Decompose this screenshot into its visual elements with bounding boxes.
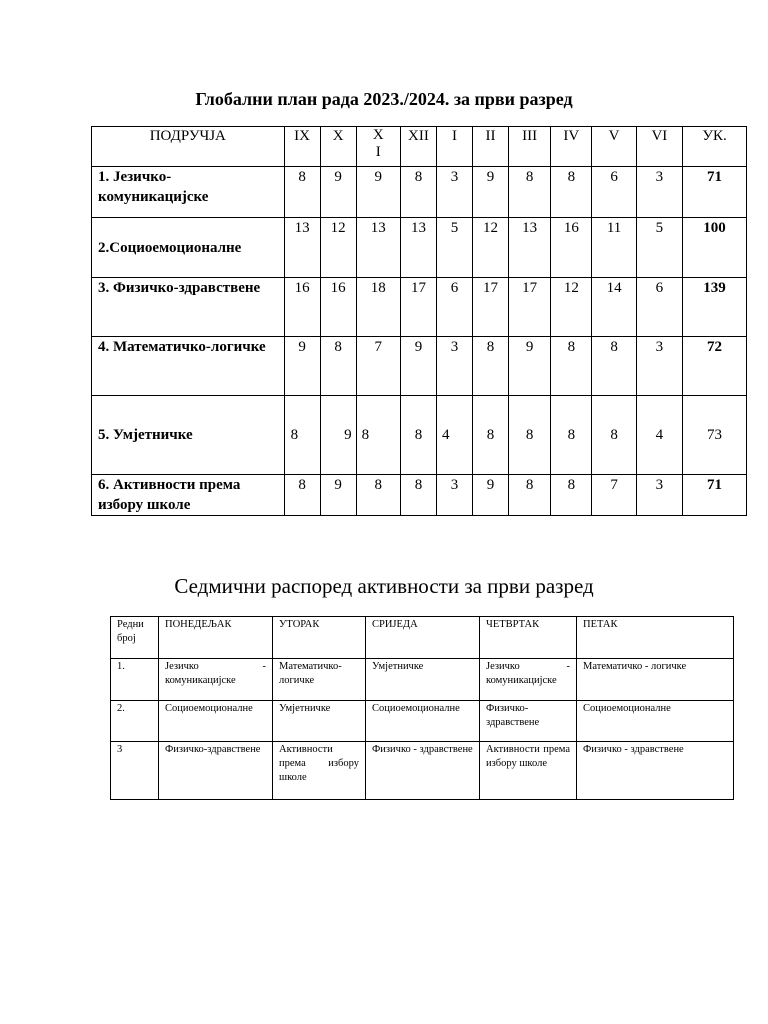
plan-total-cell: 100	[683, 218, 747, 278]
plan-header-cell: IV	[551, 127, 592, 167]
weekly-header-cell: ПОНЕДЕЉАК	[159, 617, 273, 659]
plan-value-cell: 9	[320, 475, 356, 516]
plan-value-cell: 13	[400, 218, 436, 278]
plan-value-cell: 11	[592, 218, 636, 278]
plan-value-cell: 8	[400, 475, 436, 516]
plan-area-cell: 1. Језичко-комуникацијске	[92, 167, 285, 218]
plan-header-cell: XII	[400, 127, 436, 167]
plan-value-cell: 13	[284, 218, 320, 278]
plan-header-cell: III	[509, 127, 551, 167]
plan-value-cell: 12	[320, 218, 356, 278]
weekly-cell: Активности према избору школе	[480, 742, 577, 800]
weekly-title: Седмични распоред активности за први разред	[174, 574, 594, 598]
plan-header-cell: VI	[636, 127, 682, 167]
plan-header-cell	[356, 127, 400, 167]
plan-value-cell: 12	[472, 218, 508, 278]
plan-area-cell: 4. Математичко-логичке	[92, 337, 285, 396]
plan-value-cell: 8	[356, 475, 400, 516]
plan-value-cell: 12	[551, 278, 592, 337]
plan-total-cell: 73	[683, 396, 747, 475]
plan-total-cell: 71	[683, 167, 747, 218]
weekly-cell: Математичко - логичке	[577, 659, 734, 701]
plan-row	[92, 167, 747, 218]
weekly-header-cell: ЧЕТВРТАК	[480, 617, 577, 659]
plan-value-cell: 13	[356, 218, 400, 278]
plan-value-cell: 8	[472, 396, 508, 475]
plan-value-cell: 8	[509, 475, 551, 516]
plan-value-cell: 17	[400, 278, 436, 337]
weekly-header-cell: Редни број	[111, 617, 159, 659]
plan-value-cell: 7	[356, 337, 400, 396]
plan-value-cell: 9	[320, 396, 356, 475]
plan-area-cell: 2.Социоемоционалне	[92, 218, 285, 278]
plan-value-cell: 6	[636, 278, 682, 337]
plan-value-cell: 9	[400, 337, 436, 396]
weekly-header-cell: УТОРАК	[273, 617, 366, 659]
weekly-cell: Умјетничке	[273, 701, 366, 742]
plan-value-cell: 9	[320, 167, 356, 218]
global-plan-table	[91, 126, 747, 516]
weekly-cell: Језичко - комуникацијске	[480, 659, 577, 701]
plan-area-cell: 5. Умјетничке	[92, 396, 285, 475]
plan-header-cell: II	[472, 127, 508, 167]
plan-header-cell: ПОДРУЧЈА	[92, 127, 285, 167]
plan-value-cell: 17	[509, 278, 551, 337]
weekly-cell: 3	[111, 742, 159, 800]
plan-value-cell: 8	[356, 396, 400, 475]
weekly-cell: Социоемоционалне	[577, 701, 734, 742]
weekly-cell: Активности према избору школе	[273, 742, 366, 800]
plan-total-cell: 71	[683, 475, 747, 516]
plan-value-cell: 9	[472, 475, 508, 516]
plan-value-cell: 18	[356, 278, 400, 337]
weekly-schedule-table	[110, 616, 734, 800]
plan-value-cell: 5	[636, 218, 682, 278]
plan-row	[92, 475, 747, 516]
weekly-cell: Социоемоционалне	[159, 701, 273, 742]
plan-value-cell: 8	[400, 396, 436, 475]
plan-value-cell: 13	[509, 218, 551, 278]
plan-value-cell: 9	[284, 337, 320, 396]
weekly-cell: Социоемоционалне	[366, 701, 480, 742]
plan-value-cell: 5	[436, 218, 472, 278]
plan-value-cell: 8	[551, 475, 592, 516]
weekly-row	[111, 659, 734, 701]
plan-header-cell: X	[320, 127, 356, 167]
plan-value-cell: 4	[636, 396, 682, 475]
weekly-header-row	[111, 617, 734, 659]
plan-total-cell: 72	[683, 337, 747, 396]
plan-value-cell: 8	[284, 475, 320, 516]
plan-value-cell: 8	[320, 337, 356, 396]
plan-value-cell: 3	[636, 167, 682, 218]
plan-value-cell: 3	[636, 337, 682, 396]
plan-row	[92, 218, 747, 278]
weekly-cell: Физичко - здравствене	[577, 742, 734, 800]
plan-value-cell: 8	[551, 337, 592, 396]
plan-value-cell: 8	[509, 167, 551, 218]
plan-header-cell: V	[592, 127, 636, 167]
plan-value-cell: 8	[472, 337, 508, 396]
plan-header-label: XI	[372, 127, 384, 160]
plan-value-cell: 8	[509, 396, 551, 475]
plan-total-cell: 139	[683, 278, 747, 337]
plan-value-cell: 8	[284, 396, 320, 475]
plan-row	[92, 278, 747, 337]
weekly-cell: Умјетничке	[366, 659, 480, 701]
plan-area-cell: 3. Физичко-здравствене	[92, 278, 285, 337]
weekly-row	[111, 742, 734, 800]
plan-value-cell: 8	[284, 167, 320, 218]
plan-value-cell: 8	[551, 167, 592, 218]
plan-title: Глобални план рада 2023./2024. за први разред	[195, 89, 573, 109]
weekly-row	[111, 701, 734, 742]
plan-value-cell: 17	[472, 278, 508, 337]
plan-value-cell: 8	[400, 167, 436, 218]
plan-row	[92, 396, 747, 475]
plan-value-cell: 9	[509, 337, 551, 396]
plan-value-cell: 8	[551, 396, 592, 475]
plan-row	[92, 337, 747, 396]
plan-value-cell: 8	[592, 396, 636, 475]
plan-header-row	[92, 127, 747, 167]
plan-header-cell: IX	[284, 127, 320, 167]
plan-value-cell: 3	[636, 475, 682, 516]
plan-value-cell: 3	[436, 167, 472, 218]
plan-value-cell: 4	[436, 396, 472, 475]
plan-value-cell: 14	[592, 278, 636, 337]
plan-value-cell: 3	[436, 337, 472, 396]
plan-value-cell: 3	[436, 475, 472, 516]
weekly-cell: Математичко-логичке	[273, 659, 366, 701]
weekly-header-cell: ПЕТАК	[577, 617, 734, 659]
plan-value-cell: 9	[356, 167, 400, 218]
weekly-cell: 2.	[111, 701, 159, 742]
weekly-cell: Физичко - здравствене	[366, 742, 480, 800]
weekly-header-cell: СРИЈЕДА	[366, 617, 480, 659]
plan-area-cell: 6. Активности према избору школе	[92, 475, 285, 516]
plan-value-cell: 16	[320, 278, 356, 337]
weekly-cell: Физичко-здравствене	[159, 742, 273, 800]
plan-header-cell: УК.	[683, 127, 747, 167]
plan-value-cell: 9	[472, 167, 508, 218]
plan-header-cell: I	[436, 127, 472, 167]
plan-value-cell: 8	[592, 337, 636, 396]
plan-value-cell: 7	[592, 475, 636, 516]
plan-value-cell: 6	[436, 278, 472, 337]
plan-value-cell: 16	[284, 278, 320, 337]
plan-value-cell: 6	[592, 167, 636, 218]
weekly-cell: Језичко - комуникацијске	[159, 659, 273, 701]
plan-value-cell: 16	[551, 218, 592, 278]
weekly-cell: Физичко-здравствене	[480, 701, 577, 742]
weekly-cell: 1.	[111, 659, 159, 701]
